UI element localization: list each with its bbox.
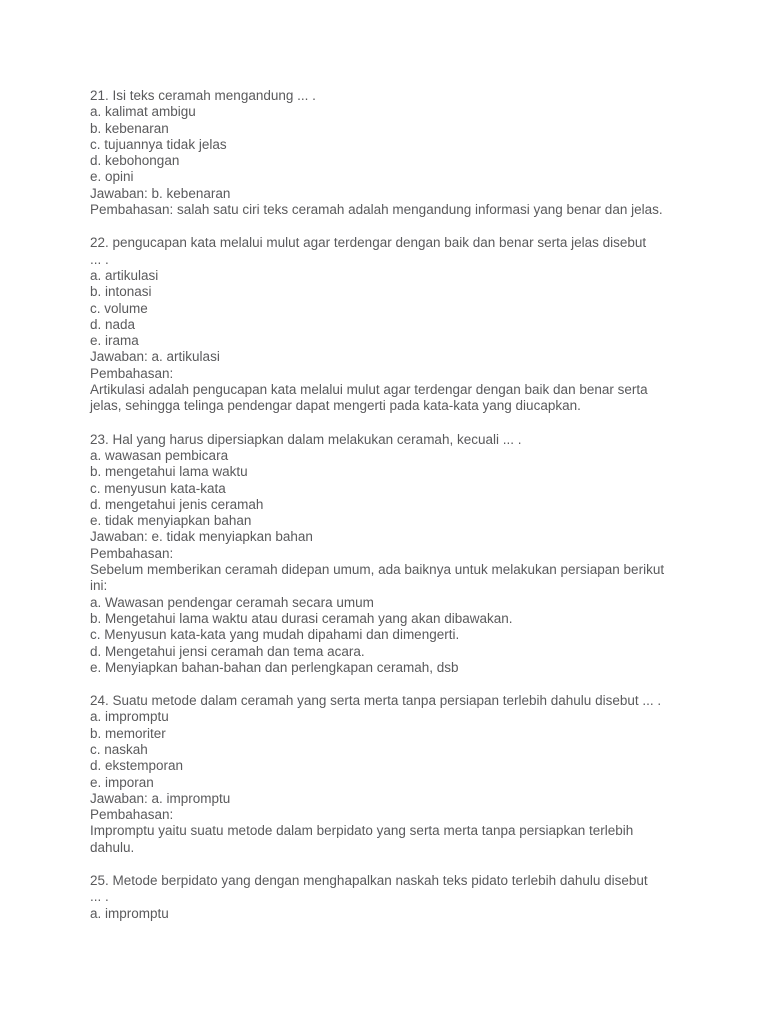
text-line: a. impromptu: [90, 709, 169, 725]
text-line: a. impromptu: [90, 905, 169, 921]
text-line: c. tujuannya tidak jelas: [90, 136, 227, 152]
text-line: 24. Suatu metode dalam ceramah yang serta merta tanpa persiapan terlebih dahulu disebut ... .: [90, 693, 662, 709]
text-line: 22. pengucapan kata melalui mulut agar terdengar dengan baik dan benar serta jelas disebut: [90, 235, 647, 251]
text-line: a. wawasan pembicara: [90, 447, 229, 463]
text-line: c. volume: [90, 300, 148, 316]
question-block-25: [90, 873, 690, 922]
question-block-22: [90, 235, 690, 414]
text-line: c. menyusun kata-kata: [90, 480, 226, 496]
text-line: e. irama: [90, 333, 139, 349]
text-line: a. kalimat ambigu: [90, 104, 196, 120]
text-line: ... .: [90, 251, 109, 267]
text-line: 23. Hal yang harus dipersiapkan dalam melakukan ceramah, kecuali ... .: [90, 431, 522, 447]
text-line: Artikulasi adalah pengucapan kata melalui mulut agar terdengar dengan baik dan benar serta: [90, 382, 648, 398]
text-line: c. Menyusun kata-kata yang mudah dipahami dan dimengerti.: [90, 627, 460, 643]
text-line: a. artikulasi: [90, 267, 159, 283]
text-line: e. Menyiapkan bahan-bahan dan perlengkapan ceramah, dsb: [90, 659, 459, 675]
text-line: Pembahasan:: [90, 807, 174, 823]
text-line: c. naskah: [90, 741, 148, 757]
text-line: e. tidak menyiapkan bahan: [90, 513, 252, 529]
question-block-24: [90, 693, 690, 856]
document-text-content: [90, 88, 690, 939]
text-line: e. opini: [90, 169, 134, 185]
text-line: b. memoriter: [90, 725, 166, 741]
text-line: ... .: [90, 889, 109, 905]
text-line: 21. Isi teks ceramah mengandung ... .: [90, 88, 316, 103]
text-line: d. kebohongan: [90, 153, 180, 169]
text-line: a. Wawasan pendengar ceramah secara umum: [90, 594, 374, 610]
text-line: d. Mengetahui jensi ceramah dan tema acara.: [90, 643, 365, 659]
text-line: Jawaban: e. tidak menyiapkan bahan: [90, 529, 313, 545]
text-line: b. mengetahui lama waktu: [90, 464, 248, 480]
text-line: Jawaban: a. impromptu: [90, 790, 231, 806]
text-line: Sebelum memberikan ceramah didepan umum, ada baiknya untuk melakukan persiapan berikut: [90, 562, 665, 578]
text-line: e. imporan: [90, 774, 154, 790]
text-line: Pembahasan:: [90, 365, 174, 381]
text-line: jelas, sehingga telinga pendengar dapat mengerti pada kata-kata yang diucapkan.: [90, 398, 581, 414]
question-block-21: [90, 88, 690, 218]
text-line: ini:: [90, 578, 108, 594]
text-line: b. kebenaran: [90, 120, 169, 136]
text-line: dahulu.: [90, 839, 135, 855]
text-line: b. intonasi: [90, 284, 152, 300]
text-line: Jawaban: b. kebenaran: [90, 185, 231, 201]
question-block-23: [90, 432, 690, 676]
text-line: Impromptu yaitu suatu metode dalam berpidato yang serta merta tanpa persiapkan terlebih: [90, 823, 634, 839]
text-line: d. ekstemporan: [90, 758, 184, 774]
text-line: Pembahasan: salah satu ciri teks ceramah adalah mengandung informasi yang benar dan jelas.: [90, 202, 663, 218]
text-line: Jawaban: a. artikulasi: [90, 349, 220, 365]
text-line: Pembahasan:: [90, 545, 174, 561]
text-line: 25. Metode berpidato yang dengan menghapalkan naskah teks pidato terlebih dahulu disebut: [90, 873, 648, 889]
text-line: d. nada: [90, 316, 136, 332]
text-line: d. mengetahui jenis ceramah: [90, 496, 264, 512]
text-line: b. Mengetahui lama waktu atau durasi ceramah yang akan dibawakan.: [90, 610, 513, 626]
